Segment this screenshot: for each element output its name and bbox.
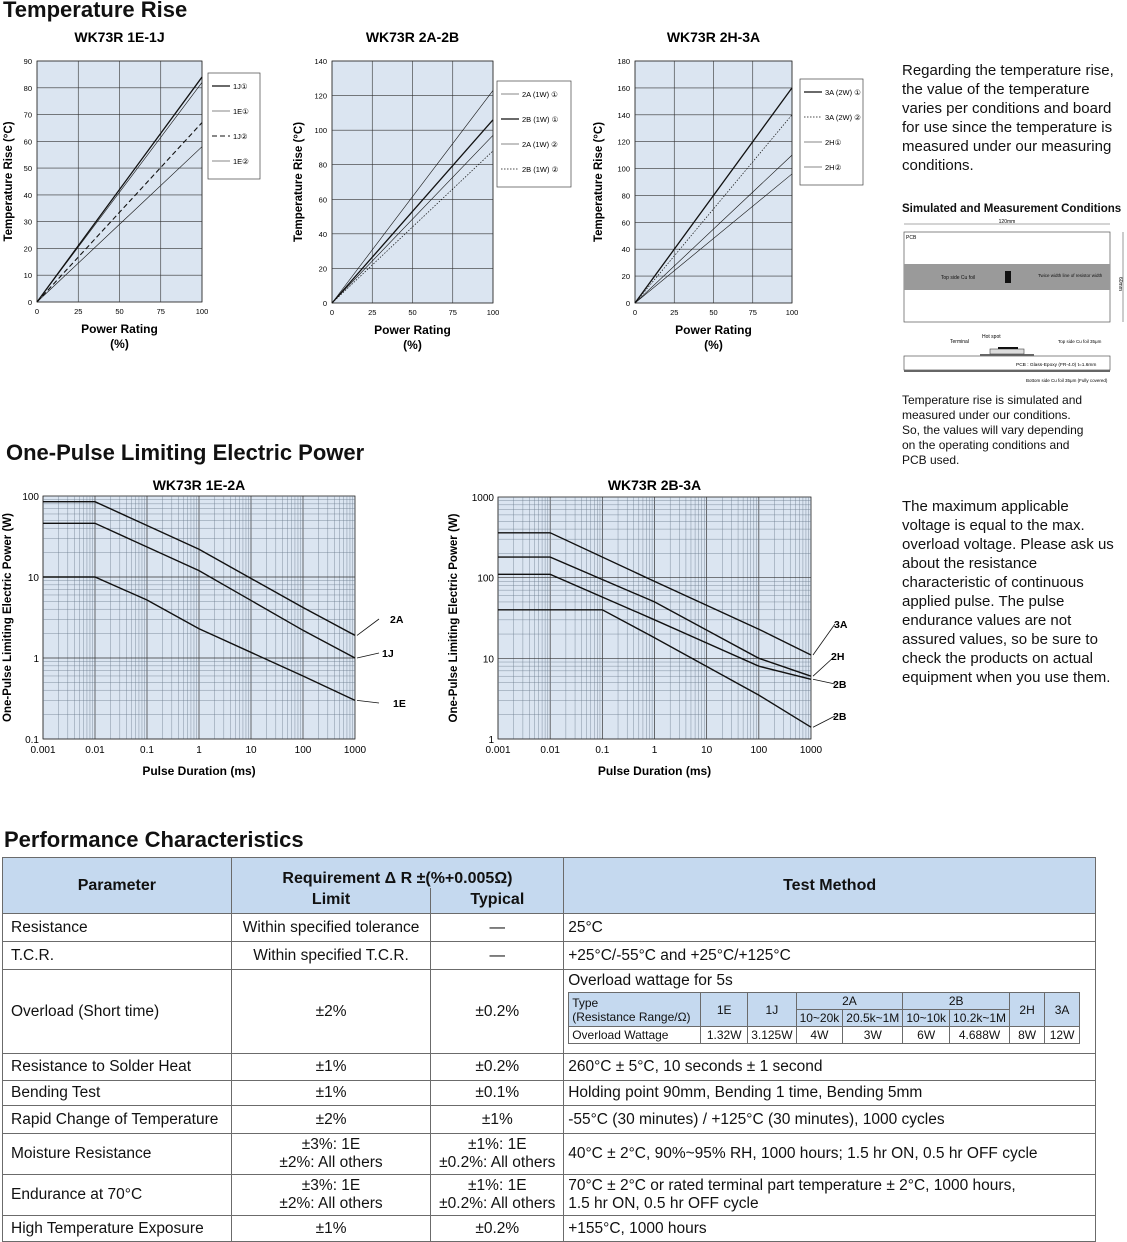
row-limit: ±2% [231, 1106, 431, 1134]
y-tick-label: 1000 [471, 493, 494, 504]
row-typical-line: ±1%: 1E [468, 1177, 527, 1194]
top-cu-foil-label: Top side Cu foil [940, 275, 976, 281]
table-row [3, 1106, 1096, 1134]
header-requirement: Requirement Δ R ±(%+0.005Ω) [231, 858, 564, 888]
row-test-line: 70°C ± 2°C or rated terminal part temperature ± 2°C, 1000 hours, [568, 1177, 1016, 1194]
row-typical-line: ±1%: 1E [468, 1136, 527, 1153]
overload-type: 3A [1045, 993, 1080, 1027]
row-test: +155°C, 1000 hours [564, 1216, 1096, 1242]
bottom-cu-label: Bottom side Cu foil 35μm (Fully covered) [1026, 378, 1108, 383]
row-parameter: Rapid Change of Temperature [3, 1106, 232, 1134]
x-tick-label: 1 [651, 745, 658, 756]
height-dimension-label: 60mm [1117, 277, 1123, 291]
overload-wattage: 3W [843, 1027, 903, 1044]
twice-width-label: Twice width line of resistor width [1038, 273, 1103, 278]
y-tick-label: 100 [314, 126, 327, 136]
legend-label: 3A (2W) ① [825, 88, 861, 97]
overload-range: 20.5k~1M [843, 1010, 903, 1027]
header-typical: Typical [431, 888, 564, 914]
row-typical: ±0.2% [431, 1216, 564, 1242]
y-tick-label: 50 [23, 164, 32, 174]
chart-temp-2h-3a-svg [590, 26, 890, 366]
x-tick-label: 10 [245, 745, 257, 756]
y-tick-label: 180 [617, 57, 630, 66]
overload-type: 2A [796, 993, 903, 1010]
x-tick-label: 75 [448, 308, 457, 317]
x-axis-label: Power Rating [675, 323, 752, 337]
y-tick-label: 10 [23, 271, 32, 281]
y-tick-label: 90 [23, 57, 32, 66]
pcb-label: PCB [906, 235, 917, 241]
overload-wattage: 3.125W [748, 1027, 796, 1044]
row-limit: Within specified T.C.R. [231, 942, 431, 970]
chart-title: WK73R 2H-3A [666, 29, 761, 45]
overload-wattage: 8W [1010, 1027, 1045, 1044]
series-leader-line [357, 700, 379, 703]
series-label: 3A [834, 619, 848, 631]
series-leader-line [813, 716, 835, 727]
y-tick-label: 1 [488, 735, 494, 746]
series-leader-line [357, 653, 379, 658]
x-axis-unit: (%) [403, 338, 422, 352]
x-axis-label: Pulse Duration (ms) [597, 764, 712, 778]
y-axis-label: One-Pulse Limiting Electric Power (W) [2, 513, 14, 722]
x-axis-label: Power Rating [374, 323, 451, 337]
row-test: 260°C ± 5°C, 10 seconds ± 1 second [564, 1054, 1096, 1081]
terminal-label: Terminal [950, 339, 969, 345]
y-tick-label: 100 [22, 492, 39, 503]
table-row [3, 1054, 1096, 1081]
overload-wattage: 4W [796, 1027, 843, 1044]
table-row [3, 942, 1096, 970]
y-tick-label: 60 [621, 218, 630, 228]
x-tick-label: 0.01 [85, 745, 105, 756]
overload-wattage-row [569, 1027, 1080, 1044]
row-test: +25°C/-55°C and +25°C/+125°C [564, 942, 1096, 970]
row-typical: — [431, 914, 564, 942]
y-tick-label: 160 [617, 83, 630, 93]
row-typical: ±1% [431, 1106, 564, 1134]
row-parameter: Overload (Short time) [3, 970, 232, 1054]
overload-wattage: 12W [1045, 1027, 1080, 1044]
y-tick-label: 120 [314, 91, 327, 101]
legend-label: 3A (2W) ② [825, 113, 861, 122]
overload-range: 10~10k [903, 1010, 950, 1027]
chart-title: WK73R 2B-3A [607, 477, 702, 493]
x-axis-label: Pulse Duration (ms) [142, 764, 256, 778]
y-tick-label: 40 [23, 190, 32, 200]
x-tick-label: 0 [329, 308, 335, 317]
bottom-cu-layer [904, 370, 1110, 372]
y-tick-label: 70 [23, 110, 32, 120]
chart-pulse-2b-3a-svg [446, 470, 876, 790]
y-tick-label: 80 [621, 191, 630, 201]
table-row [3, 1175, 1096, 1216]
row-test-line: 1.5 hr ON, 0.5 hr OFF cycle [568, 1195, 759, 1212]
chart-temp-2a-2b [290, 26, 580, 371]
x-tick-label: 75 [156, 307, 165, 316]
x-tick-label: 0.1 [140, 745, 154, 756]
series-label: 1E [393, 698, 406, 710]
overload-wattage: 6W [903, 1027, 950, 1044]
header-limit: Limit [231, 888, 431, 914]
y-tick-label: 0 [322, 299, 327, 308]
table-row [3, 1134, 1096, 1175]
y-tick-label: 30 [23, 217, 32, 227]
chart-pulse-2b-3a [446, 470, 876, 795]
y-tick-label: 100 [477, 573, 494, 585]
x-tick-label: 100 [195, 307, 209, 316]
table-row [3, 914, 1096, 942]
row-typical: ±0.1% [431, 1081, 564, 1106]
hot-spot-label: Hot spot [982, 334, 1001, 340]
row-parameter: Resistance to Solder Heat [3, 1054, 232, 1081]
performance-table [2, 857, 1096, 1242]
row-limit: Within specified tolerance [231, 914, 431, 942]
legend-label: 1J② [233, 132, 248, 141]
series-leader-line [813, 679, 835, 684]
x-tick-label: 0.01 [540, 745, 560, 756]
series-label: 2B [833, 679, 847, 691]
y-tick-label: 10 [27, 573, 39, 584]
y-tick-label: 120 [617, 137, 630, 147]
chart-pulse-1e-2a-svg [0, 470, 430, 790]
simulated-note: Temperature rise is simulated and measured under our conditions. So, the values will vary depending on the operating conditions and PCB used. [902, 393, 1084, 467]
x-tick-label: 0.001 [30, 745, 56, 756]
table-row [3, 1216, 1096, 1242]
row-typical-line: ±0.2%: All others [439, 1195, 556, 1212]
row-typical: ±0.2% [431, 970, 564, 1054]
overload-header-row [569, 993, 1080, 1010]
chart-title: WK73R 1E-2A [152, 477, 246, 493]
chart-pulse-1e-2a [0, 470, 430, 795]
y-tick-label: 0 [27, 298, 32, 307]
x-tick-label: 0 [34, 307, 40, 316]
resistor-element-side [998, 347, 1018, 349]
y-tick-label: 40 [318, 229, 327, 239]
x-tick-label: 75 [748, 308, 757, 317]
y-axis-label: One-Pulse Limiting Electric Power (W) [448, 513, 460, 723]
overload-type: 1J [748, 993, 796, 1027]
x-tick-label: 100 [486, 308, 500, 317]
y-tick-label: 20 [621, 272, 630, 282]
legend-label: 2A (1W) ① [522, 90, 558, 99]
x-tick-label: 100 [750, 745, 768, 756]
legend-label: 2B (1W) ② [522, 165, 559, 174]
y-tick-label: 80 [23, 83, 32, 93]
row-limit: ±2% [231, 970, 431, 1054]
y-tick-label: 60 [23, 137, 32, 147]
legend-label: 1E① [233, 107, 249, 116]
y-tick-label: 60 [318, 195, 327, 205]
row-test-overload [564, 970, 1096, 1054]
x-tick-label: 0.001 [485, 745, 511, 756]
row-test [564, 1175, 1096, 1216]
overload-type: 2B [903, 993, 1010, 1010]
overload-type-header [569, 993, 701, 1027]
row-parameter: High Temperature Exposure [3, 1216, 232, 1242]
y-tick-label: 140 [617, 110, 630, 120]
row-test: Holding point 90mm, Bending 1 time, Bending 5mm [564, 1081, 1096, 1106]
series-label: 2H [831, 651, 845, 663]
legend-label: 2B (1W) ① [522, 115, 559, 124]
y-axis-label: Temperature Rise (°C) [593, 121, 605, 243]
chart-temp-2a-2b-svg [290, 26, 580, 366]
pulse-note: The maximum applicable voltage is equal to the max. overload voltage. Please ask us about the resistance characteristic of continuous applied pulse. The pulse endurance values are not assured values, so be sure to check the products on actual equipment when you use them. [902, 498, 1114, 686]
row-limit-line: ±2%: All others [279, 1154, 383, 1171]
x-axis-unit: (%) [704, 338, 723, 352]
row-test: 40°C ± 2°C, 90%~95% RH, 1000 hours; 1.5 hr ON, 0.5 hr OFF cycle [564, 1134, 1096, 1175]
simulated-conditions-title: Simulated and Measurement Conditions [902, 203, 1122, 215]
table-header-row [3, 858, 1096, 888]
y-tick-label: 80 [318, 160, 327, 170]
legend-label: 2H② [825, 163, 842, 172]
row-typical: — [431, 942, 564, 970]
x-tick-label: 1 [196, 745, 202, 756]
x-tick-label: 1000 [799, 745, 823, 756]
section-title-one-pulse: One-Pulse Limiting Electric Power [6, 440, 365, 465]
legend-label: 2A (1W) ② [522, 140, 558, 149]
chart-temp-1e-1j-svg [0, 26, 280, 366]
row-limit [231, 1134, 431, 1175]
y-tick-label: 20 [23, 244, 32, 254]
y-axis-label: Temperature Rise (°C) [3, 121, 15, 242]
y-tick-label: 0 [625, 299, 630, 308]
chart-temp-2h-3a [590, 26, 890, 371]
overload-wattage-label: Overload Wattage [569, 1027, 701, 1044]
x-tick-label: 1000 [343, 745, 367, 756]
resistor-chip-top [1005, 271, 1011, 283]
pcb-material-label: PCB : Glass-Epoxy (FR-4.0) t=1.6mm [1016, 363, 1097, 368]
x-tick-label: 50 [408, 308, 417, 317]
series-leader-line [357, 619, 379, 635]
row-typical [431, 1175, 564, 1216]
x-axis-unit: (%) [110, 337, 129, 351]
chart-title: WK73R 1E-1J [74, 29, 165, 45]
row-parameter: Bending Test [3, 1081, 232, 1106]
row-typical [431, 1134, 564, 1175]
x-tick-label: 25 [670, 308, 679, 317]
y-tick-label: 140 [314, 57, 327, 66]
overload-range-label: (Resistance Range/Ω) [572, 1009, 691, 1024]
simulated-conditions-diagram [898, 216, 1127, 388]
row-parameter: Endurance at 70°C [3, 1175, 232, 1216]
y-tick-label: 1 [33, 654, 39, 665]
row-limit-line: ±3%: 1E [301, 1136, 361, 1153]
legend-label: 2H① [825, 138, 842, 147]
row-parameter: T.C.R. [3, 942, 232, 970]
y-tick-label: 0.1 [25, 735, 39, 746]
row-limit: ±1% [231, 1054, 431, 1081]
overload-wattage: 1.32W [701, 1027, 748, 1044]
table-row [3, 970, 1096, 1054]
x-tick-label: 0.1 [595, 745, 610, 756]
section-title-performance: Performance Characteristics [4, 827, 304, 852]
x-tick-label: 100 [294, 745, 312, 756]
section-title-temperature-rise: Temperature Rise [3, 0, 188, 22]
x-tick-label: 100 [785, 308, 799, 317]
row-limit: ±1% [231, 1216, 431, 1242]
chart-title: WK73R 2A-2B [365, 29, 460, 45]
legend-label: 1E② [233, 157, 249, 166]
overload-type-label: Type [572, 995, 599, 1010]
resistor-body-side [990, 349, 1024, 354]
temperature-note: Regarding the temperature rise, the value of the temperature varies per conditions and board for use since the temperature is measured under our measuring conditions. [902, 62, 1114, 174]
series-label: 1J [382, 648, 394, 660]
y-tick-label: 20 [318, 264, 327, 274]
chart-temp-1e-1j [0, 26, 280, 371]
y-tick-label: 40 [621, 245, 630, 255]
overload-wattage-table [568, 992, 1080, 1044]
overload-test-text: Overload wattage for 5s [568, 972, 733, 989]
row-parameter: Moisture Resistance [3, 1134, 232, 1175]
overload-type: 1E [701, 993, 748, 1027]
overload-wattage: 4.688W [950, 1027, 1010, 1044]
legend-label: 1J① [233, 82, 248, 91]
x-tick-label: 0 [632, 308, 638, 317]
x-tick-label: 50 [709, 308, 718, 317]
table-row [3, 1081, 1096, 1106]
series-label: 2B [833, 711, 847, 723]
header-parameter: Parameter [3, 858, 232, 914]
x-axis-label: Power Rating [81, 322, 158, 336]
overload-range: 10.2k~1M [950, 1010, 1010, 1027]
row-limit-line: ±2%: All others [279, 1195, 383, 1212]
row-test: -55°C (30 minutes) / +125°C (30 minutes), 1000 cycles [564, 1106, 1096, 1134]
row-typical: ±0.2% [431, 1054, 564, 1081]
x-tick-label: 10 [701, 745, 713, 756]
x-tick-label: 50 [115, 307, 124, 316]
series-label: 2A [390, 614, 404, 626]
header-test-method: Test Method [564, 858, 1096, 914]
width-dimension-label: 120mm [998, 219, 1016, 225]
y-axis-label: Temperature Rise (°C) [293, 121, 305, 243]
row-typical-line: ±0.2%: All others [439, 1154, 556, 1171]
top-cu-thickness-label: Top side Cu foil 35μm [1058, 339, 1102, 344]
row-test: 25°C [564, 914, 1096, 942]
x-tick-label: 25 [368, 308, 377, 317]
row-limit [231, 1175, 431, 1216]
row-parameter: Resistance [3, 914, 232, 942]
row-limit: ±1% [231, 1081, 431, 1106]
overload-range: 10~20k [796, 1010, 843, 1027]
y-tick-label: 100 [617, 164, 630, 174]
row-limit-line: ±3%: 1E [301, 1177, 361, 1194]
y-tick-label: 10 [482, 654, 494, 666]
overload-type: 2H [1010, 993, 1045, 1027]
x-tick-label: 25 [74, 307, 83, 316]
